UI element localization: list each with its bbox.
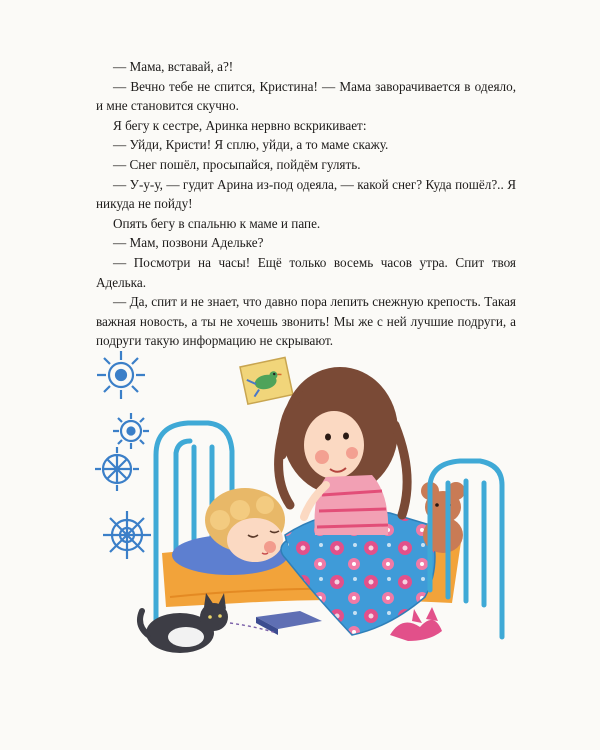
paragraph-4: — Уйди, Кристи! Я сплю, уйди, а то маме скажу. (113, 137, 389, 153)
snowflake-2-icon (113, 413, 149, 449)
sister-face (227, 518, 283, 562)
paragraph-6: — У-у-у, — гудит Арина из-под одеяла, — какой снег? Куда пошёл?.. Я никуда не пойду! (96, 176, 516, 212)
book-on-floor (256, 611, 322, 635)
snowflake-4-icon (103, 511, 151, 559)
paragraph-1: — Мама, вставай, а?! (113, 59, 234, 74)
story-text (96, 57, 516, 351)
snowflake-1-icon (97, 351, 145, 399)
paragraph-8: — Мам, позвони Адельке? (113, 235, 264, 251)
paragraph-9: — Посмотри на часы! Ещё только восемь часов утра. Спит твоя Аделька. (96, 254, 516, 290)
paragraph-7: Опять бегу в спальню к маме и папе. (113, 215, 321, 231)
wall-picture (240, 357, 293, 404)
awake-girl (279, 367, 408, 535)
paragraph-10: — Да, спит и не знает, что давно пора лепить снежную крепость. Такая важная новость, а ты не хочешь звонить! Мы же с ней лучшие подруги, а подруги такую информацию не скрывают. (96, 294, 516, 349)
paragraph-2: — Вечно тебе не спится, Кристина! — Мама заворачивается в одеяло, и мне становится скучно. (96, 78, 516, 114)
snowflake-3-icon (95, 447, 139, 491)
paragraph-3: Я бегу к сестре, Аринка нервно вскрикивает: (113, 117, 367, 133)
bedroom-illustration (90, 335, 530, 665)
girl-face (304, 411, 364, 479)
paragraph-5: — Снег пошёл, просыпайся, пойдём гулять. (113, 156, 361, 172)
snowflakes (95, 351, 151, 559)
